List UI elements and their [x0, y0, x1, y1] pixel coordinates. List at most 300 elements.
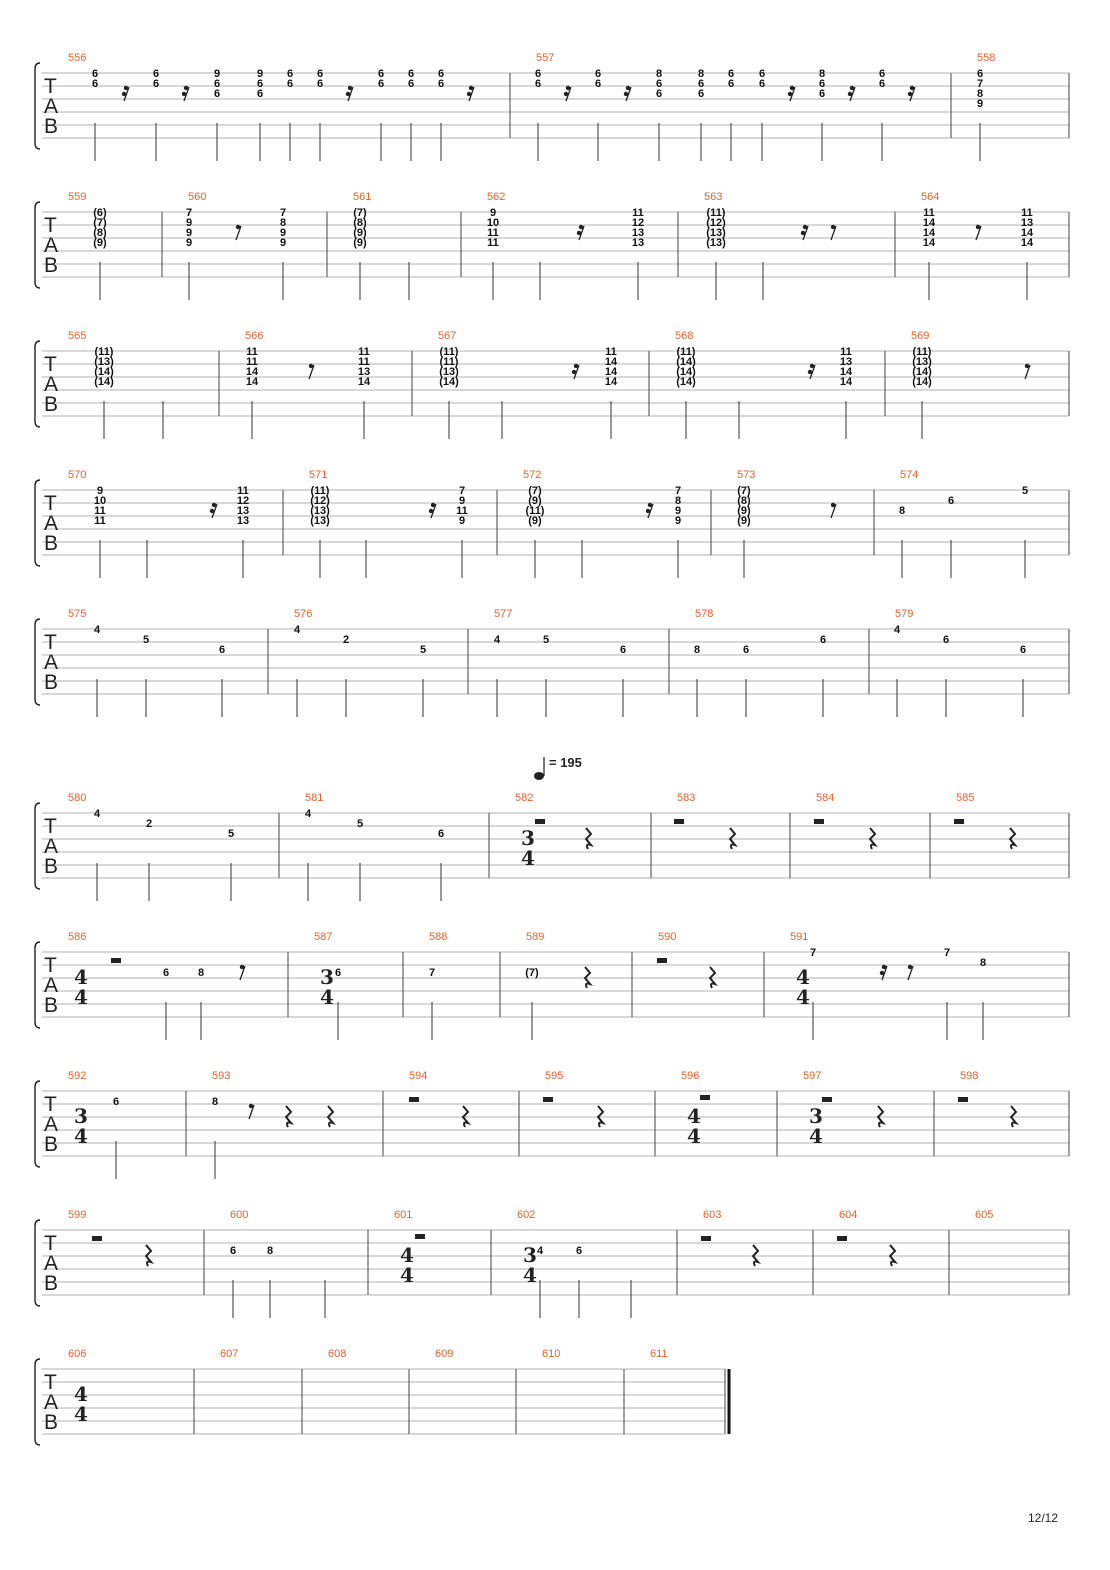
rest-symbol [710, 967, 715, 988]
fret-number: 6 [697, 78, 705, 90]
tab-system [35, 792, 1069, 901]
tab-clef-letter: A [44, 1113, 59, 1136]
fret-number: 6 [91, 68, 99, 80]
fret-number: 6 [655, 78, 663, 90]
rest-symbol [822, 1097, 832, 1102]
fret-number: 6 [947, 495, 955, 507]
fret-number: 13 [631, 237, 645, 249]
tab-clef-letter: T [44, 954, 57, 977]
fret-number: 4 [93, 808, 101, 820]
measure-number: 574 [900, 469, 919, 481]
measure-number: 601 [394, 1209, 413, 1221]
fret-number: 7 [674, 485, 682, 497]
rest-symbol [908, 965, 912, 969]
time-signature-bottom: 4 [400, 1263, 414, 1287]
rest-symbol [850, 86, 854, 90]
rest-symbol [328, 1106, 333, 1127]
time-signature-bottom: 4 [687, 1124, 701, 1148]
fret-number: (14) [94, 366, 114, 378]
fret-number: 6 [286, 78, 294, 90]
measure-number: 577 [494, 608, 513, 620]
fret-number: (11) [525, 505, 545, 517]
measure-number: 607 [220, 1348, 239, 1360]
fret-number: (13) [94, 356, 114, 368]
measure-number: 569 [911, 330, 930, 342]
fret-number: 7 [458, 485, 466, 497]
tab-clef-letter: B [44, 671, 59, 694]
rest-symbol [657, 958, 667, 963]
rest-symbol [730, 828, 735, 849]
fret-number: 4 [536, 1245, 544, 1257]
fret-number: 12 [631, 217, 645, 229]
fret-number: 11 [487, 227, 499, 239]
fret-number: 8 [818, 68, 826, 80]
tab-clef-letter: A [44, 835, 59, 858]
measure-number: 559 [68, 191, 87, 203]
rest-symbol [700, 1095, 710, 1100]
measure-number: 583 [677, 792, 696, 804]
fret-number: 6 [213, 88, 221, 100]
measure-number: 557 [536, 52, 555, 64]
fret-number: 8 [197, 967, 205, 979]
rest-symbol [624, 92, 628, 96]
fret-number: (9) [528, 495, 542, 507]
fret-number: 11 [632, 207, 644, 219]
rest-symbol [429, 509, 433, 513]
measure-number: 570 [68, 469, 87, 481]
tab-clef-letter: B [44, 1133, 59, 1156]
rest-symbol [249, 1104, 253, 1108]
fret-number: 6 [727, 78, 735, 90]
fret-number: 8 [976, 88, 984, 100]
fret-number: 9 [674, 505, 682, 517]
fret-number: (9) [528, 515, 542, 527]
rest-symbol [880, 971, 884, 975]
time-signature-top: 4 [400, 1243, 414, 1267]
fret-number: 6 [213, 78, 221, 90]
rest-symbol [1011, 1106, 1016, 1127]
measure-number: 576 [294, 608, 313, 620]
quarter-note-icon [534, 772, 544, 780]
measure-number: 605 [975, 1209, 994, 1221]
measure-number: 589 [526, 931, 545, 943]
fret-number: 13 [357, 366, 371, 378]
fret-number: 13 [1020, 217, 1034, 229]
rest-symbol [890, 1245, 895, 1266]
tab-clef-letter: T [44, 815, 57, 838]
rest-symbol [564, 92, 568, 96]
rest-symbol [574, 364, 578, 368]
measure-number: 604 [839, 1209, 858, 1221]
rest-symbol [579, 225, 583, 229]
fret-number: 6 [594, 78, 602, 90]
measure-number: 573 [737, 469, 756, 481]
rest-symbol [212, 503, 216, 507]
measure-number: 564 [921, 191, 940, 203]
fret-number: 5 [227, 828, 235, 840]
rest-symbol [309, 364, 313, 368]
rest-symbol [908, 92, 912, 96]
fret-number: 6 [334, 967, 342, 979]
fret-number: (11) [706, 207, 726, 219]
rest-symbol [467, 92, 471, 96]
fret-number: 5 [542, 634, 550, 646]
fret-number: 4 [493, 634, 501, 646]
fret-number: 14 [604, 366, 618, 378]
fret-number: (8) [93, 227, 107, 239]
fret-number: 14 [922, 227, 936, 239]
fret-number: (13) [706, 227, 726, 239]
fret-number: 14 [839, 366, 853, 378]
fret-number: (9) [93, 237, 107, 249]
fret-number: 6 [655, 88, 663, 100]
fret-number: (8) [353, 217, 367, 229]
fret-number: 9 [458, 495, 466, 507]
fret-number: 5 [419, 644, 427, 656]
fret-number: 6 [162, 967, 170, 979]
fret-number: 7 [976, 78, 984, 90]
fret-number: 6 [437, 68, 445, 80]
fret-number: (11) [676, 346, 696, 358]
fret-number: 4 [893, 624, 901, 636]
rest-symbol [870, 828, 875, 849]
fret-number: 13 [236, 505, 250, 517]
time-signature-top: 3 [523, 1243, 537, 1267]
fret-number: 12 [236, 495, 250, 507]
rest-symbol [586, 828, 591, 849]
fret-number: 10 [93, 495, 107, 507]
fret-number: 9 [213, 68, 221, 80]
rest-symbol [577, 231, 581, 235]
measure-number: 584 [816, 792, 835, 804]
measure-number: 598 [960, 1070, 979, 1082]
fret-number: 4 [293, 624, 301, 636]
measure-number: 610 [542, 1348, 561, 1360]
time-signature-top: 3 [809, 1104, 823, 1128]
tab-clef-letter: T [44, 353, 57, 376]
measure-number: 575 [68, 608, 87, 620]
fret-number: (14) [912, 366, 932, 378]
rest-symbol [92, 1236, 102, 1241]
fret-number: 7 [428, 967, 436, 979]
measure-number: 568 [675, 330, 694, 342]
measure-number: 563 [704, 191, 723, 203]
time-signature-bottom: 4 [521, 846, 535, 870]
fret-number: 14 [922, 237, 936, 249]
fret-number: 11 [923, 207, 935, 219]
measure-number: 572 [523, 469, 542, 481]
rest-symbol [753, 1245, 758, 1266]
fret-number: 6 [594, 68, 602, 80]
fret-number: 6 [1019, 644, 1027, 656]
measure-number: 606 [68, 1348, 87, 1360]
fret-number: (12) [310, 495, 330, 507]
fret-number: 10 [486, 217, 500, 229]
system-bracket [35, 63, 40, 149]
tab-clef-letter: T [44, 1093, 57, 1116]
rest-symbol [674, 819, 684, 824]
measure-number: 580 [68, 792, 87, 804]
fret-number: (11) [439, 346, 459, 358]
measure-number: 593 [212, 1070, 231, 1082]
fret-number: 6 [112, 1096, 120, 1108]
fret-number: (9) [737, 515, 751, 527]
time-signature-bottom: 4 [796, 985, 810, 1009]
time-signature-bottom: 4 [74, 985, 88, 1009]
rest-symbol [810, 364, 814, 368]
fret-number: 4 [304, 808, 312, 820]
measure-number: 594 [409, 1070, 428, 1082]
fret-number: 8 [979, 957, 987, 969]
tab-clef-letter: A [44, 373, 59, 396]
fret-number: 14 [604, 356, 618, 368]
fret-number: (12) [706, 217, 726, 229]
fret-number: 13 [236, 515, 250, 527]
time-signature-bottom: 4 [809, 1124, 823, 1148]
tab-clef-letter: A [44, 512, 59, 535]
fret-number: 9 [674, 515, 682, 527]
measure-number: 585 [956, 792, 975, 804]
fret-number: 11 [456, 505, 468, 517]
tab-system [35, 1209, 1069, 1318]
tab-clef-letter: A [44, 234, 59, 257]
fret-number: 6 [437, 828, 445, 840]
fret-number: 6 [819, 634, 827, 646]
measure-number: 588 [429, 931, 448, 943]
time-signature-top: 4 [74, 965, 88, 989]
fret-number: 9 [489, 207, 497, 219]
fret-number: 7 [279, 207, 287, 219]
fret-number: 8 [674, 495, 682, 507]
fret-number: 14 [1020, 227, 1034, 239]
rest-symbol [848, 92, 852, 96]
fret-number: (14) [912, 376, 932, 388]
fret-number: 14 [922, 217, 936, 229]
rest-symbol [566, 86, 570, 90]
fret-number: (13) [912, 356, 932, 368]
fret-number: 6 [316, 68, 324, 80]
fret-number: 8 [655, 68, 663, 80]
fret-number: 9 [976, 98, 984, 110]
fret-number: (11) [310, 485, 330, 497]
fret-number: 14 [604, 376, 618, 388]
tab-clef-letter: A [44, 651, 59, 674]
rest-symbol [831, 225, 835, 229]
measure-number: 611 [650, 1348, 668, 1360]
measure-number: 558 [977, 52, 996, 64]
time-signature-top: 3 [521, 826, 535, 850]
rest-symbol [910, 86, 914, 90]
fret-number: 6 [619, 644, 627, 656]
tab-system [35, 330, 1069, 439]
fret-number: 11 [237, 485, 249, 497]
measure-number: 581 [305, 792, 324, 804]
fret-number: 11 [358, 346, 370, 358]
system-bracket [35, 1359, 40, 1445]
rest-symbol [598, 1106, 603, 1127]
system-bracket [35, 619, 40, 705]
tab-system [35, 931, 1069, 1040]
fret-number: 6 [256, 88, 264, 100]
fret-number: 7 [185, 207, 193, 219]
fret-number: 14 [357, 376, 371, 388]
rest-symbol [415, 1234, 425, 1239]
fret-number: (9) [353, 227, 367, 239]
fret-number: 7 [943, 947, 951, 959]
fret-number: 8 [693, 644, 701, 656]
tab-clef-letter: T [44, 631, 57, 654]
fret-number: (7) [353, 207, 367, 219]
fret-number: 6 [727, 68, 735, 80]
fret-number: 6 [377, 68, 385, 80]
fret-number: 14 [245, 366, 259, 378]
tab-system [35, 608, 1069, 717]
rest-symbol [182, 92, 186, 96]
fret-number: 6 [534, 78, 542, 90]
system-bracket [35, 341, 40, 427]
fret-number: 9 [96, 485, 104, 497]
measure-number: 595 [545, 1070, 564, 1082]
tab-systems [35, 52, 1069, 1445]
tab-clef-letter: B [44, 855, 59, 878]
fret-number: 6 [407, 68, 415, 80]
time-signature-top: 3 [74, 1104, 88, 1128]
tab-system [35, 191, 1069, 300]
rest-symbol [286, 1106, 291, 1127]
fret-number: 11 [358, 356, 370, 368]
fret-number: (11) [912, 346, 932, 358]
rest-symbol [626, 86, 630, 90]
tab-clef-letter: A [44, 1391, 59, 1414]
fret-number: (9) [353, 237, 367, 249]
fret-number: 6 [377, 78, 385, 90]
measure-number: 567 [438, 330, 457, 342]
system-bracket [35, 1081, 40, 1167]
tempo-marking [534, 755, 582, 780]
fret-number: 6 [256, 78, 264, 90]
system-bracket [35, 480, 40, 566]
fret-number: (11) [439, 356, 459, 368]
tab-clef-letter: B [44, 1411, 59, 1434]
fret-number: 14 [839, 376, 853, 388]
fret-number: 6 [818, 78, 826, 90]
system-bracket [35, 803, 40, 889]
rest-symbol [572, 370, 576, 374]
fret-number: (7) [93, 217, 107, 229]
tab-clef-letter: A [44, 974, 59, 997]
rest-symbol [878, 1106, 883, 1127]
time-signature-bottom: 4 [74, 1124, 88, 1148]
rest-symbol [346, 92, 350, 96]
fret-number: 6 [758, 78, 766, 90]
fret-number: 5 [356, 818, 364, 830]
fret-number: (13) [310, 505, 330, 517]
rest-symbol [1010, 828, 1015, 849]
measure-number: 603 [703, 1209, 722, 1221]
rest-symbol [814, 819, 824, 824]
time-signature-top: 4 [687, 1104, 701, 1128]
rest-symbol [122, 92, 126, 96]
time-signature-top: 4 [74, 1382, 88, 1406]
fret-number: (13) [439, 366, 459, 378]
fret-number: 6 [534, 68, 542, 80]
page-number: 12/12 [1028, 1511, 1059, 1525]
fret-number: 6 [316, 78, 324, 90]
rest-symbol [837, 1236, 847, 1241]
fret-number: 6 [218, 644, 226, 656]
fret-number: (14) [94, 376, 114, 388]
tab-clef-letter: T [44, 1371, 57, 1394]
fret-number: 9 [185, 227, 193, 239]
fret-number: (13) [310, 515, 330, 527]
fret-number: (14) [676, 366, 696, 378]
measure-number: 582 [515, 792, 534, 804]
rest-symbol [469, 86, 473, 90]
fret-number: 11 [605, 346, 617, 358]
fret-number: 14 [245, 376, 259, 388]
rest-symbol [803, 225, 807, 229]
rest-symbol [882, 965, 886, 969]
fret-number: 11 [94, 515, 106, 527]
fret-number: 9 [279, 237, 287, 249]
fret-number: 11 [840, 346, 852, 358]
fret-number: 4 [93, 624, 101, 636]
rest-symbol [808, 370, 812, 374]
measure-number: 608 [328, 1348, 347, 1360]
fret-number: 6 [91, 78, 99, 90]
tab-clef-letter: B [44, 254, 59, 277]
fret-number: 8 [279, 217, 287, 229]
rest-symbol [184, 86, 188, 90]
measure-number: 590 [658, 931, 677, 943]
measure-number: 586 [68, 931, 87, 943]
rest-symbol [1025, 364, 1029, 368]
rest-symbol [585, 967, 590, 988]
fret-number: (9) [737, 505, 751, 517]
fret-number: (7) [528, 485, 542, 497]
fret-number: 11 [94, 505, 106, 517]
tab-system [35, 1348, 729, 1445]
rest-symbol [236, 225, 240, 229]
fret-number: (7) [525, 967, 539, 979]
measure-number: 592 [68, 1070, 87, 1082]
rest-symbol [954, 819, 964, 824]
fret-number: 9 [279, 227, 287, 239]
measure-number: 600 [230, 1209, 249, 1221]
rest-symbol [111, 958, 121, 963]
fret-number: 14 [1020, 237, 1034, 249]
rest-symbol [801, 231, 805, 235]
fret-number: (14) [676, 376, 696, 388]
system-bracket [35, 1220, 40, 1306]
fret-number: 13 [839, 356, 853, 368]
fret-number: 8 [211, 1096, 219, 1108]
fret-number: 6 [229, 1245, 237, 1257]
rest-symbol [788, 92, 792, 96]
tab-system [35, 469, 1069, 578]
rest-symbol [210, 509, 214, 513]
rest-symbol [790, 86, 794, 90]
fret-number: 6 [878, 78, 886, 90]
fret-number: 6 [407, 78, 415, 90]
fret-number: 8 [898, 505, 906, 517]
measure-number: 571 [309, 469, 328, 481]
tab-system [35, 52, 1069, 161]
fret-number: 8 [697, 68, 705, 80]
fret-number: (6) [93, 207, 107, 219]
fret-number: 6 [286, 68, 294, 80]
rest-symbol [146, 1245, 151, 1266]
